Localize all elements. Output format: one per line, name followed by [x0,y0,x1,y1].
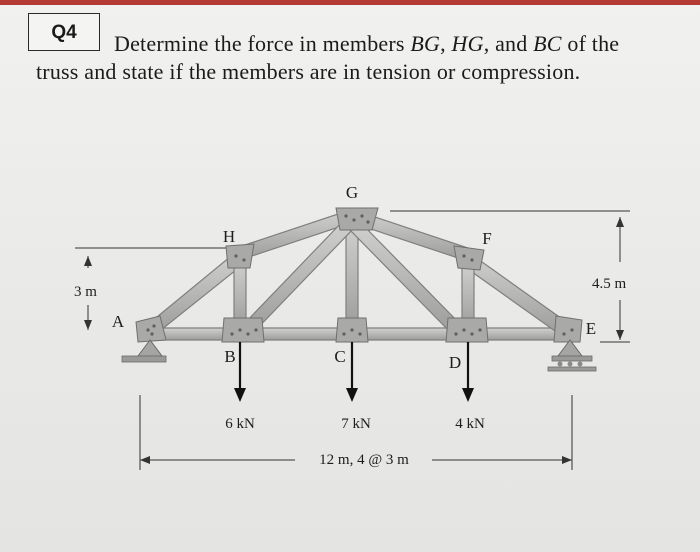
load-label-c: 7 kN [341,416,371,432]
gusset-g [336,208,378,230]
gusset-plates [136,208,582,342]
question-number-badge: Q4 [28,13,100,51]
right-dim-arrowhead-down [616,330,624,340]
right-height-label: 4.5 m [592,276,627,292]
member-bc-label: BC [533,31,562,56]
gusset-h [226,244,254,268]
load-label-b: 6 kN [225,416,255,432]
span-arrowhead-left [140,456,150,464]
left-dim-arrowhead-up [84,256,92,266]
load-arrowhead-d [462,388,474,402]
span-arrowhead-right [562,456,572,464]
joint-label-h: H [222,227,236,246]
question-separator-2: , and [483,31,534,56]
gusset-f [454,246,484,270]
joint-label-c: C [334,347,346,366]
joint-label-f: F [482,229,492,248]
gusset-e [554,316,582,342]
question-separator-1: , [440,31,452,56]
load-arrowhead-b [234,388,246,402]
joint-label-g: G [345,183,359,202]
span-label: 12 m, 4 @ 3 m [319,452,409,468]
gusset-b [222,318,264,342]
roller-support-e [548,340,596,371]
member-bg-label: BG [410,31,441,56]
left-dim-arrowhead-down [84,320,92,330]
member-gc [346,222,358,330]
joint-label-b: B [224,347,236,366]
gusset-d [446,318,488,342]
load-arrows [234,342,474,402]
question-prompt-start: Determine the force in members [114,31,411,56]
joint-label-a: A [111,312,125,331]
question-prompt-end: of the truss and state if the members are in tension or compression. [36,31,620,84]
joint-label-d: D [448,353,462,372]
member-hg-label: HG [451,31,484,56]
load-arrowhead-c [346,388,358,402]
pin-support-a [122,340,166,362]
left-height-label: 3 m [74,284,97,300]
joint-label-e: E [585,319,597,338]
right-dim-arrowhead-up [616,217,624,227]
load-label-d: 4 kN [455,416,485,432]
